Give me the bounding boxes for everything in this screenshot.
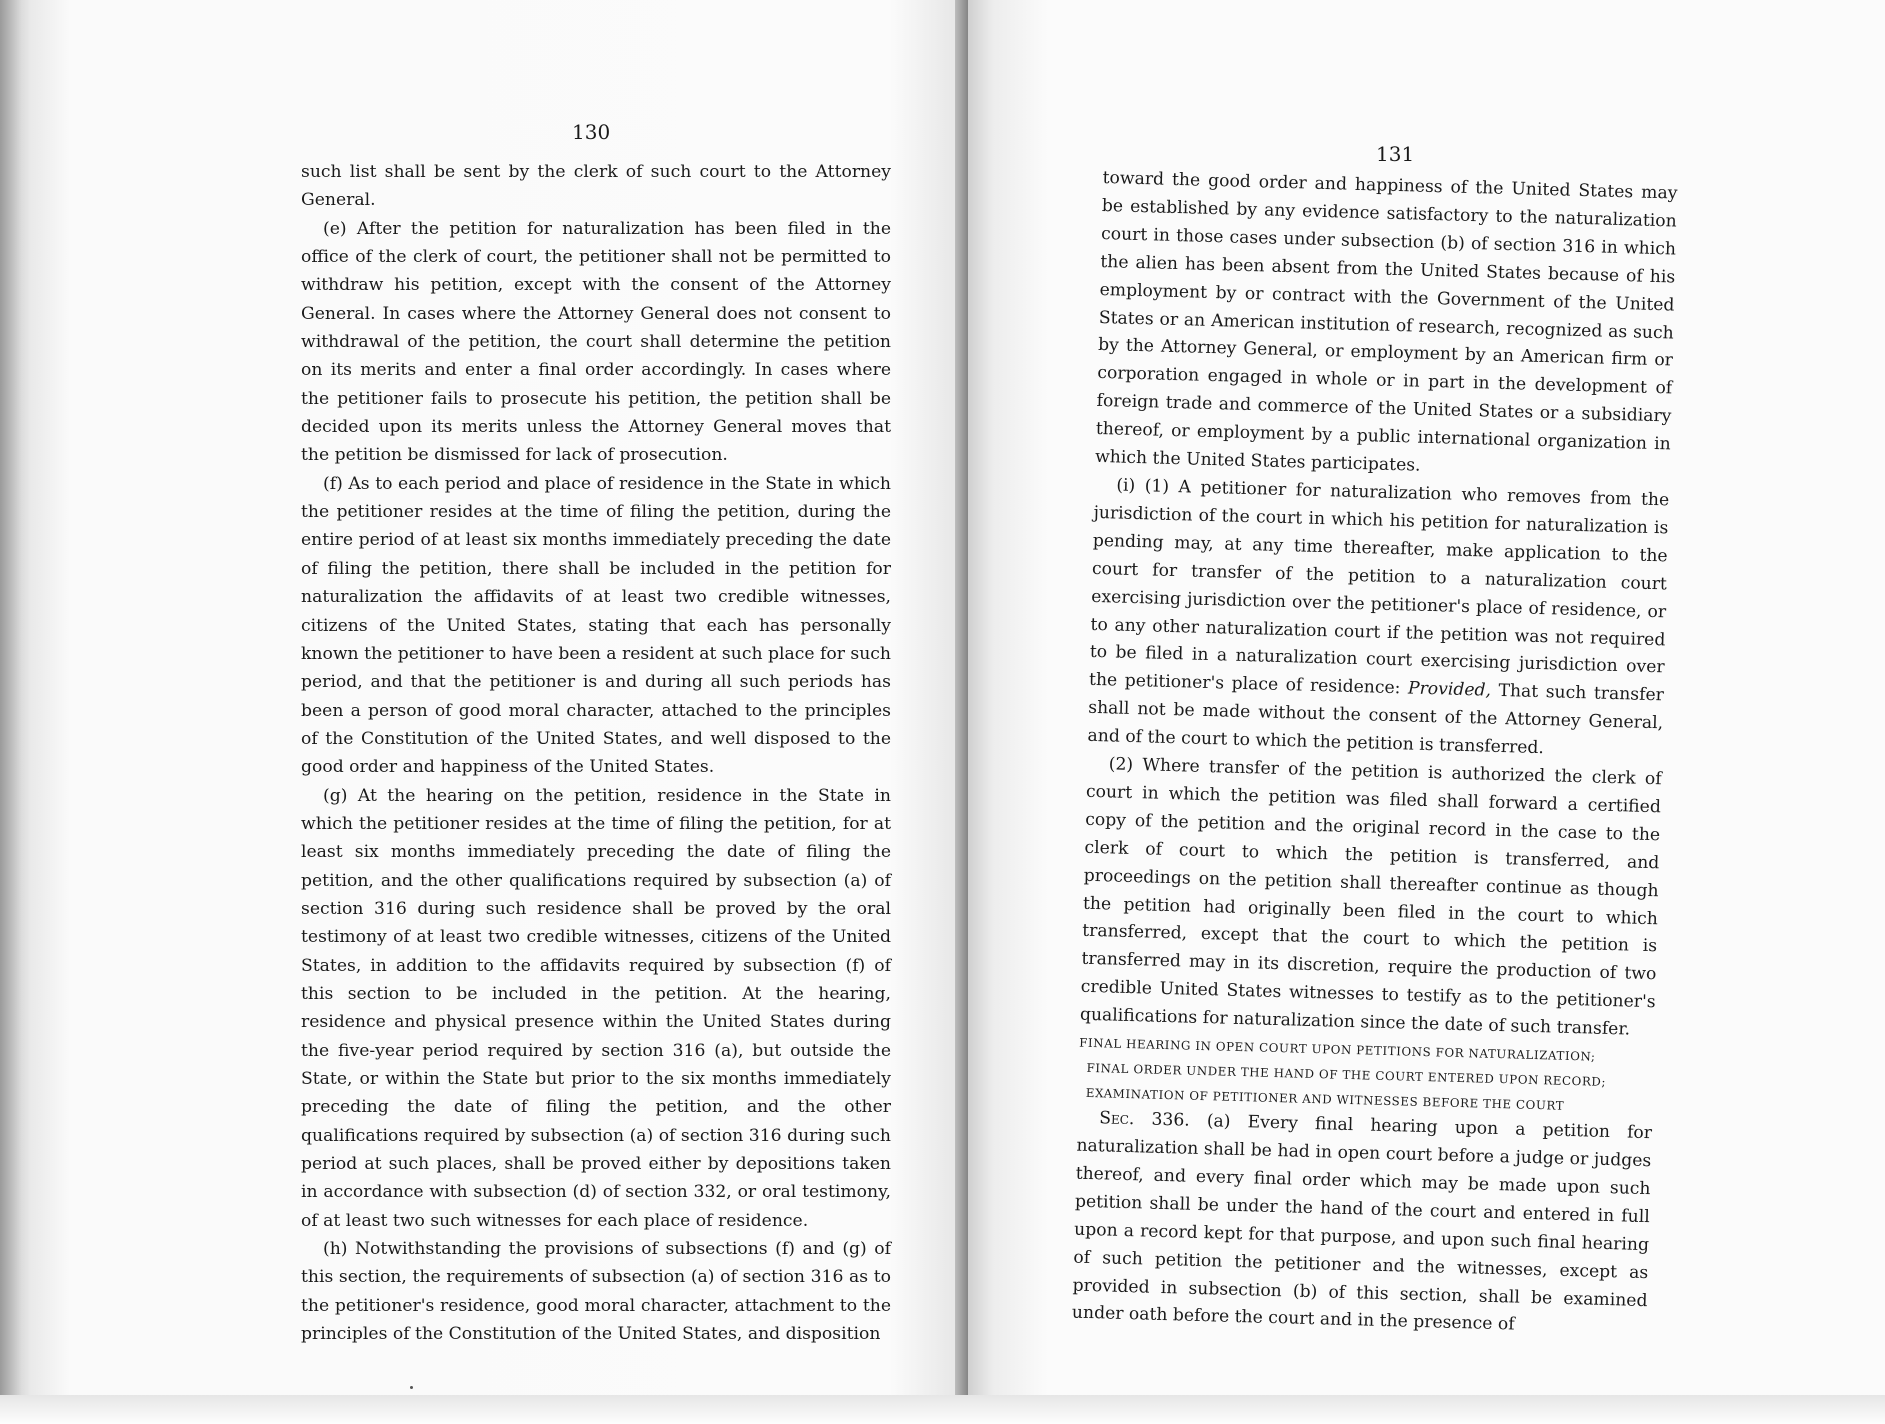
right-page-body	[1072, 165, 1678, 1343]
section-label: Sec. 336.	[1098, 1108, 1191, 1131]
section-heading-line: FINAL ORDER UNDER THE HAND OF THE COURT ENTERED UPON RECORD;	[1086, 1060, 1607, 1090]
ink-speck	[410, 1386, 413, 1389]
left-page-body	[301, 158, 891, 1348]
page-number: 130	[572, 120, 611, 144]
left-page	[30, 0, 980, 1424]
provided-rest: That such transfer shall not be made without the consent of the Attorney General, and of the court to which the petition is transferred.	[1087, 681, 1665, 759]
paragraph-i-1	[1087, 472, 1669, 767]
paragraph-continued: toward the good order and happiness of the United States may be established by any evidence satisfactory to the naturalization court in those cases under subsection (b) of section 316 in which the alien has been absent from the United States because of his employment by or contract with the Government of the United States or an American institution of research, recognized as such by the Attorney General, or employment by an American firm or corporation engaged in whole or in part in the development of foreign trade and commerce of the United States or a subsidiary thereof, or employment by a public international organization in which the United States participates.	[1094, 167, 1678, 476]
paragraph-i-2: (2) Where transfer of the petition is authorized the clerk of court in which the petition was filed shall forward a certified copy of the petition and the original record in the case to the clerk of court to which the petition is transferred, and proceedings on the petition shall thereafter continue as though the petition had originally been filed in the court to which transferred, except that the court to which the petition is transferred may in its discretion, require the production of two credible United States witnesses to testify as to the petitioner's qualifications for naturalization since the date of such transfer.	[1079, 754, 1662, 1040]
paragraph: such list shall be sent by the clerk of such court to the Attorney General.	[301, 162, 891, 211]
section-text: (a) Every final hearing upon a petition for naturalization shall be had in open court before a judge or judges thereof, and every final order which may be made upon such petition shall be under the hand of the court and entered in full upon a record kept for that purpose, and upon such final hearing of such petition the petitioner and the witnesses, except as provided in subsection (b) of this section, shall be examined under oath before the court and in the presence of	[1071, 1110, 1653, 1335]
paragraph-g: (g) At the hearing on the petition, residence in the State in which the petitioner resides at the time of filing the petition, for at least six months immediately preceding the date of filing the petition, and the other qualifications required by subsection (a) of section 316 during such residence shall be proved by the oral testimony of at least two credible witnesses, citizens of the United States, in addition to the affidavits required by subsection (f) of this section to be included in the petition. At the hearing, residence and physical presence within the United States during the five-year period required by section 316 (a), but outside the State, or within the State but prior to the six months immediately preceding the date of filing the petition, and the other qualifications required by subsection (a) of section 316 during such period at such places, shall be proved either by depositions taken in accordance with subsection (d) of section 332, or oral testimony, of at least two such witnesses for each place of residence.	[301, 785, 891, 1231]
paragraph-e: (e) After the petition for naturalization has been filed in the office of the clerk of court, the petitioner shall not be permitted to withdraw his petition, except with the consent of the Attorney General. In cases where the Attorney General does not consent to withdrawal of the petition, the court shall determine the petition on its merits and enter a final order accordingly. In cases where the petitioner fails to prosecute his petition, the petition shall be decided upon its merits unless the Attorney General moves that the petition be dismissed for lack of prosecution.	[301, 218, 891, 466]
section-336-paragraph	[1072, 1105, 1653, 1344]
paragraph-i-1-text: (i) (1) A petitioner for naturalization who removes from the jurisdiction of the court in which his petition for naturalization is pending may, at any time thereafter, make application to the court for transfer of the petition to a naturalization court exercising jurisdiction over the petitioner's place of residence, or to any other naturalization court if the petition was not required to be filed in a naturalization court exercising jurisdiction over the petitioner's place of residence:	[1088, 475, 1670, 699]
page-number: 131	[1376, 142, 1415, 166]
section-heading-line: FINAL HEARING IN OPEN COURT UPON PETITIONS FOR NATURALIZATION;	[1079, 1035, 1596, 1064]
section-heading-line: EXAMINATION OF PETITIONER AND WITNESSES BEFORE THE COURT	[1085, 1085, 1565, 1113]
book-bottom-edge	[0, 1395, 1885, 1424]
paragraph-f: (f) As to each period and place of residence in the State in which the petitioner resides at the time of filing the petition, during the entire period of at least six months immediately preceding the date of filing the petition, there shall be included in the petition for naturalization the affidavits of at least two credible witnesses, citizens of the United States, stating that each has personally known the petitioner to have been a resident at such place for such period, and that the petitioner is and during all such periods has been a person of good moral character, attached to the principles of the Constitution of the United States, and well disposed to the good order and happiness of the United States.	[301, 473, 891, 778]
paragraph-h: (h) Notwithstanding the provisions of subsections (f) and (g) of this section, the requirements of subsection (a) of section 316 as to the petitioner's residence, good moral character, attachment to the principles of the Constitution of the United States, and disposition	[301, 1239, 891, 1345]
provided-word: Provided,	[1407, 678, 1492, 701]
right-page	[968, 0, 1885, 1424]
